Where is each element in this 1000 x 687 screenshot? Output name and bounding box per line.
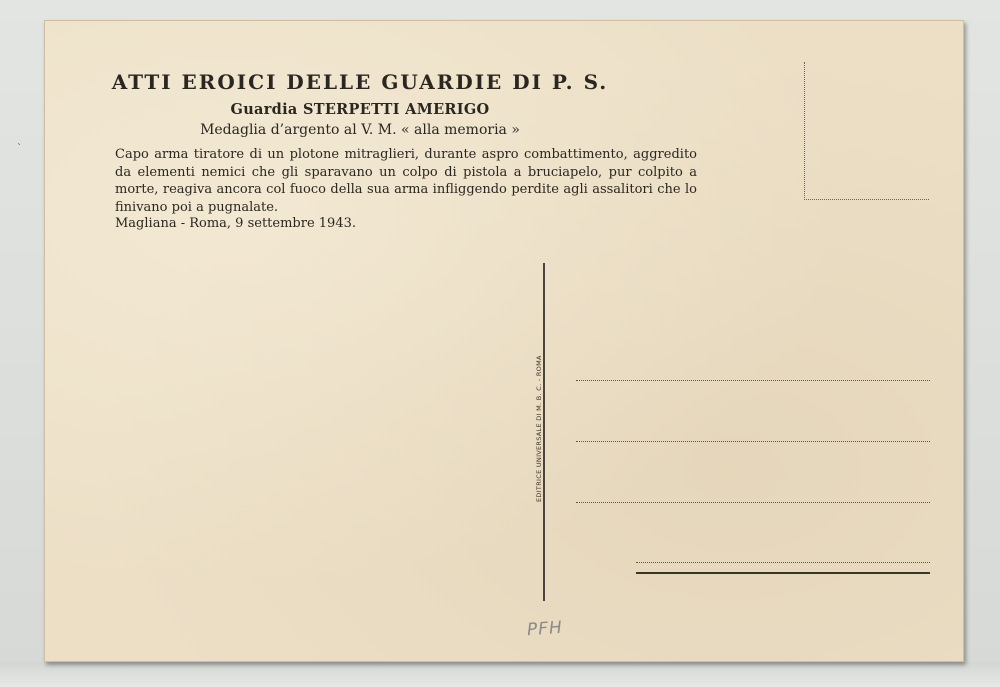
scan-bottom-strip [0, 662, 1000, 687]
honoree-name: Guardia STERPETTI AMERIGO [230, 101, 490, 118]
dust-speck: ˋ [17, 143, 22, 154]
publisher-imprint: EDITRICE UNIVERSALE DI M. B. C. - ROMA [535, 355, 543, 502]
pencil-note: PFH [526, 617, 564, 641]
address-line [576, 502, 930, 503]
address-underline [636, 572, 930, 574]
place-date: Magliana - Roma, 9 settembre 1943. [115, 216, 357, 231]
postcard-title: ATTI EROICI DELLE GUARDIE DI P. S. [111, 70, 609, 94]
address-line [576, 441, 930, 442]
address-line [636, 562, 930, 563]
citation-text: Capo arma tiratore di un plotone mitraglieri, durante aspro combattimento, aggredito da elementi nemici che gli sparavano un colpo di pistola a bruciapelo, pur colpito a morte, reagiva ancora col fuoco della sua arma infliggendo perdite agli assalitori che lo finivano poi a pugnalate. [115, 147, 697, 215]
medal-line: Medaglia d’argento al V. M. « alla memoria » [200, 122, 520, 138]
stamp-box [804, 62, 929, 200]
address-line [576, 380, 930, 381]
